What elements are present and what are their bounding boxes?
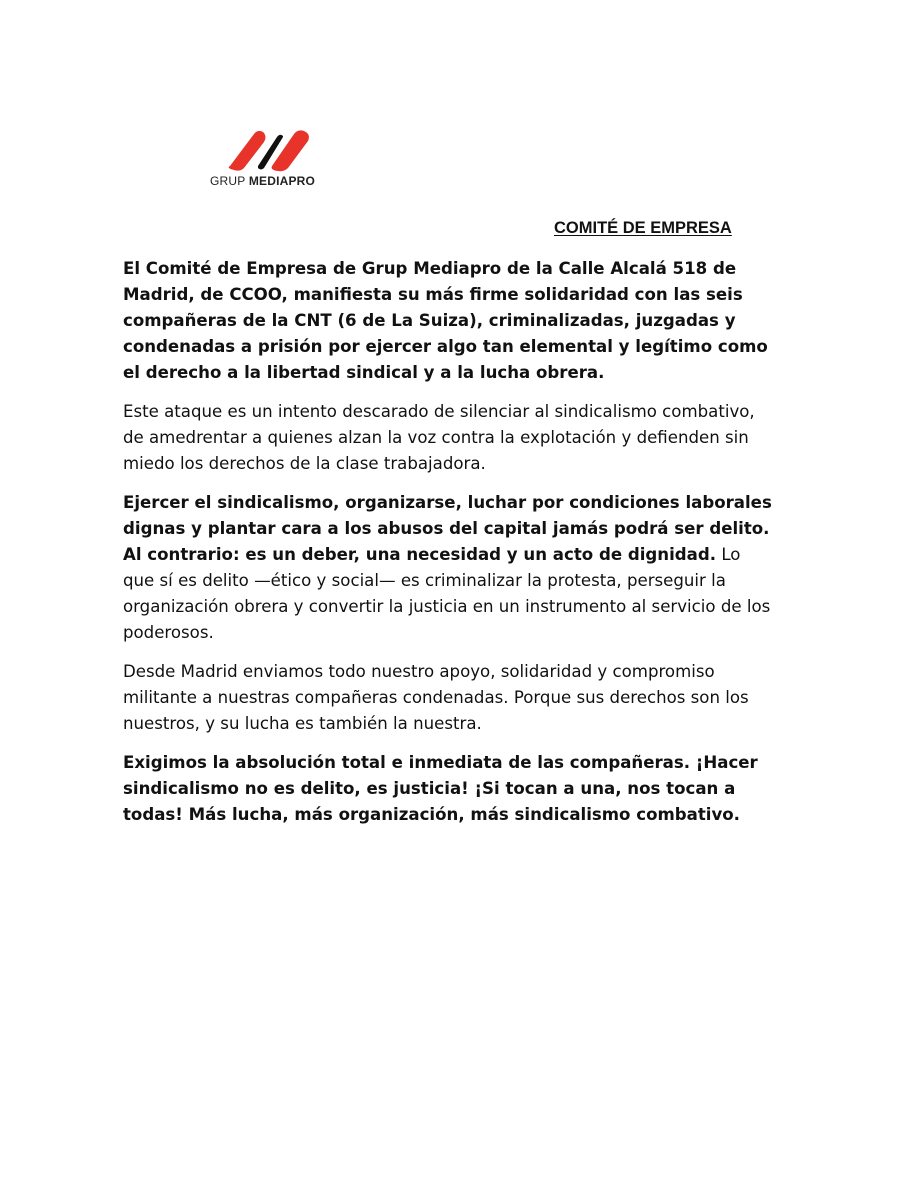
logo-right-pill <box>272 130 309 171</box>
logo-text-grup: GRUP <box>210 174 246 188</box>
paragraph-3 <box>123 490 775 646</box>
company-logo <box>212 128 322 192</box>
document-body <box>123 256 775 841</box>
paragraph-3-bold: Ejercer el sindicalismo, organizarse, luchar por condiciones laborales dignas y plantar cara a los abusos del capital jamás podrá ser delito. Al contrario: es un deber, una necesidad y un acto de dignidad. <box>123 493 772 564</box>
mediapro-logo-mark <box>222 128 312 172</box>
paragraph-1: El Comité de Empresa de Grup Mediapro de la Calle Alcalá 518 de Madrid, de CCOO, manifiesta su más firme solidaridad con las seis compañeras de la CNT (6 de La Suiza), criminalizadas, juzgadas y condenadas a prisión por ejercer algo tan elemental y legítimo como el derecho a la libertad sindical y a la lucha obrera. <box>123 259 768 382</box>
document-heading: COMITÉ DE EMPRESA <box>554 219 732 237</box>
logo-wordmark <box>210 174 314 188</box>
paragraph-3-regular: Lo que sí es delito —ético y social— es criminalizar la protesta, perseguir la organización obrera y convertir la justicia en un instrumento al servicio de los poderosos. <box>123 545 771 642</box>
paragraph-4: Desde Madrid enviamos todo nuestro apoyo, solidaridad y compromiso militante a nuestras compañeras condenadas. Porque sus derechos son los nuestros, y su lucha es también la nuestra. <box>123 662 749 733</box>
paragraph-2: Este ataque es un intento descarado de silenciar al sindicalismo combativo, de amedrentar a quienes alzan la voz contra la explotación y defienden sin miedo los derechos de la clase trabajadora. <box>123 402 755 473</box>
logo-text-mediapro: MEDIAPRO <box>248 174 316 188</box>
paragraph-5: Exigimos la absolución total e inmediata de las compañeras. ¡Hacer sindicalismo no es delito, es justicia! ¡Si tocan a una, nos tocan a todas! Más lucha, más organización, más sindicalismo combativo. <box>123 753 758 824</box>
